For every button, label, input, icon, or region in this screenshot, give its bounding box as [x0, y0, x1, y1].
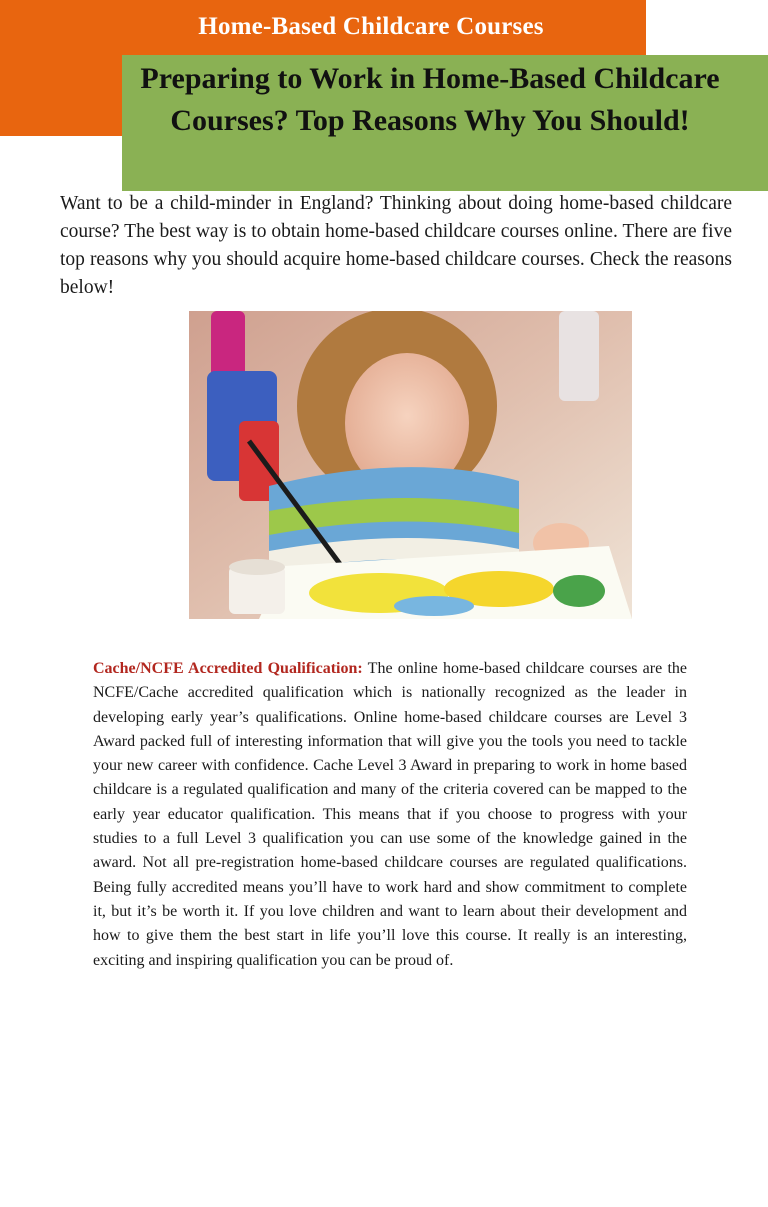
- section-lead-heading: Cache/NCFE Accredited Qualification:: [93, 660, 363, 677]
- page-header-title: Home-Based Childcare Courses: [198, 13, 544, 40]
- intro-paragraph: Want to be a child-minder in England? Thinking about doing home-based childcare course? The best way is to obtain home-based childcare courses online. There are five top reasons why you should acquire home-based childcare courses. Check the reasons below!: [60, 193, 732, 298]
- section-body-text: The online home-based childcare courses are the NCFE/Cache accredited qualification which is nationally recognized as the leader in developing early year’s qualifications. Online home-based childcare courses are Level 3 Award packed full of interesting information that will give you the tools you need to tackle your new career with confidence. Cache Level 3 Award in preparing to work in home based childcare is a regulated qualification and many of the criteria covered can be mapped to the early year educator qualification. This means that if you choose to progress with your studies to a full Level 3 qualification you can use some of the knowledge gained in the award. Not all pre-registration home-based childcare courses are regulated qualifications. Being fully accredited means you’ll have to work hard and show commitment to complete it, but it’s be worth it. If you love children and want to learn about their development and how to give them the best start in life you’ll love this course. It really is an interesting, exciting and inspiring qualification you can be proud of.: [93, 660, 687, 969]
- child-painting-photo: [189, 311, 632, 619]
- accredited-qualification-paragraph: [93, 657, 687, 973]
- page-headline: Preparing to Work in Home-Based Childcare Courses? Top Reasons Why You Should!: [140, 62, 720, 137]
